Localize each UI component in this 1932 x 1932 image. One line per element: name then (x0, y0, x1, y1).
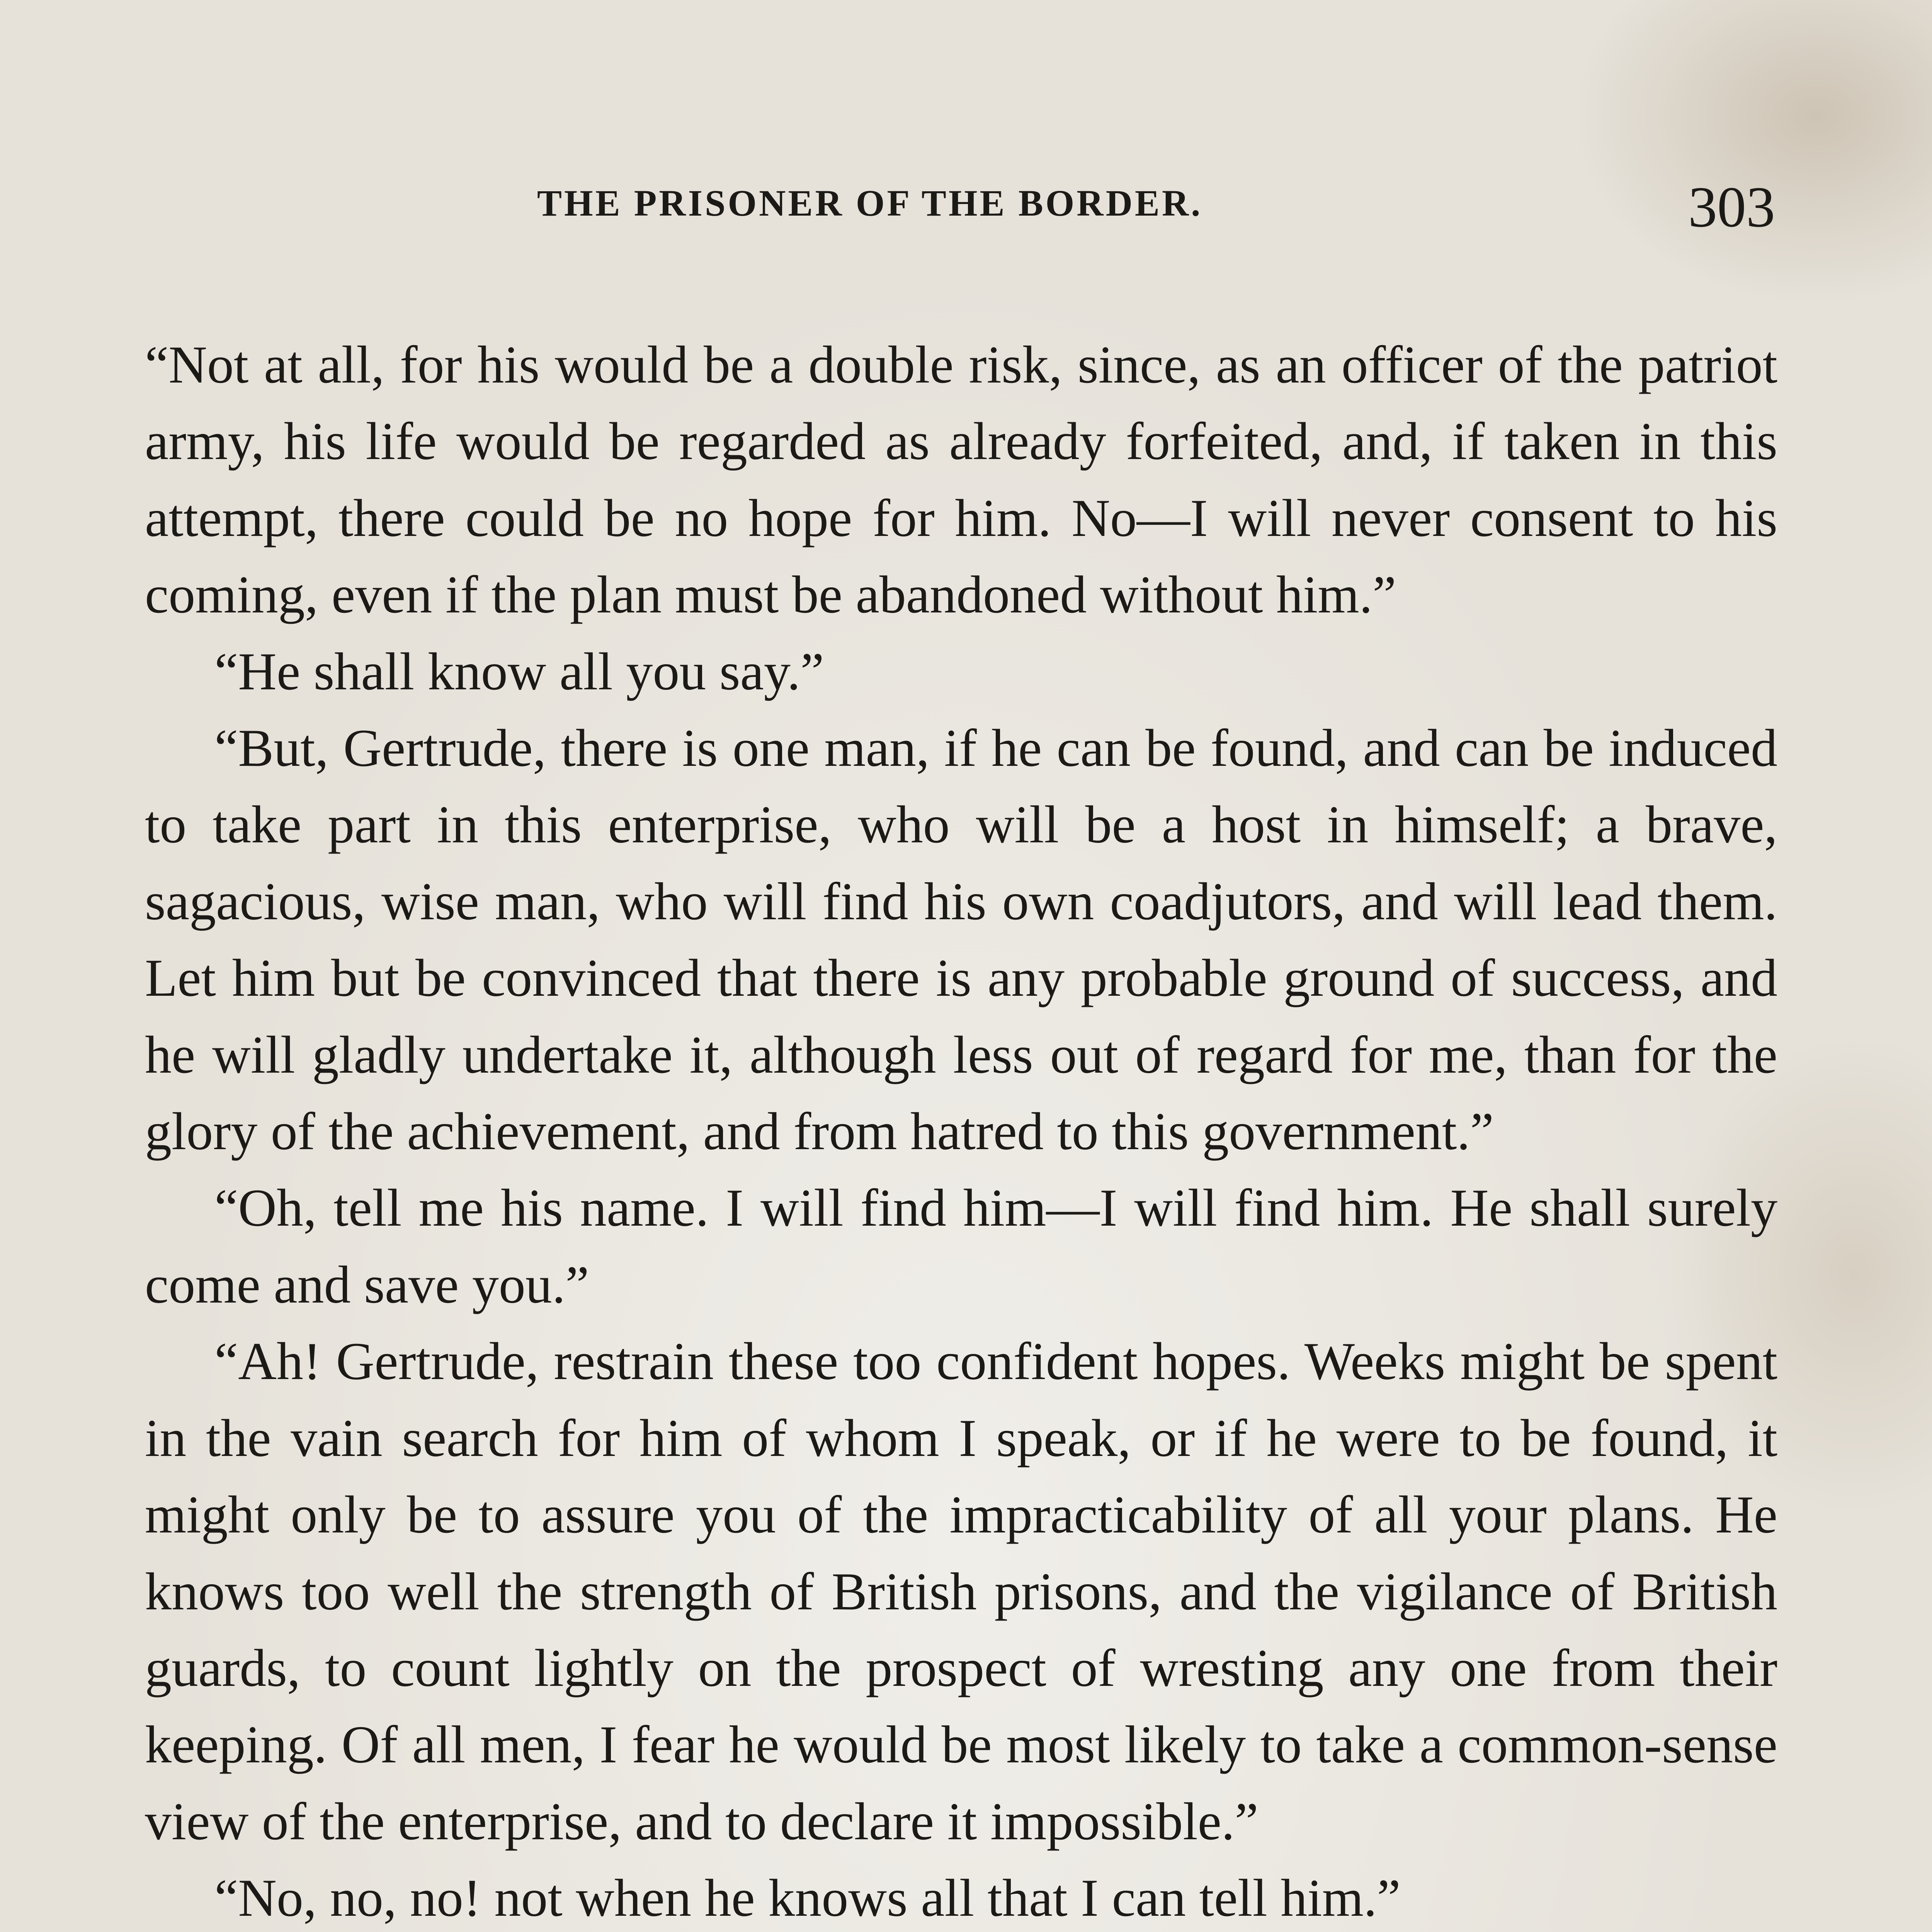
page-number: 303 (1688, 175, 1775, 239)
paragraph: “Oh, tell me his name. I will find him—I will find him. He shall surely come and save you.” (145, 1178, 1777, 1314)
paragraph: “No, no, no! not when he knows all that I can tell him.” (214, 1868, 1401, 1928)
paragraph: “Ah! Gertrude, restrain these too confident hopes. Weeks might be spent in the vain search for him of whom I speak, or if he were to be found, it might only be to assure you of the impracticability of all your plans. He knows too well the strength of British prisons, and the vigilance of British guards, to count lightly on the prospect of wresting any one from their keeping. Of all men, I fear he would be most likely to take a common-sense view of the enterprise, and to declare it impossible.” (145, 1332, 1777, 1851)
paragraph: “But, Gertrude, there is one man, if he can be found, and can be induced to take part in this enterprise, who will be a host in himself; a brave, sagacious, wise man, who will find his own coadjutors, and will lead them. Let him but be convinced that there is any probable ground of success, and he will gladly undertake it, although less out of regard for me, than for the glory of the achievement, and from hatred to this government.” (145, 718, 1777, 1161)
paragraph: “He shall know all you say.” (214, 641, 824, 701)
body-text (145, 327, 1777, 1932)
paragraph: “Not at all, for his would be a double risk, since, as an officer of the patriot army, his life would be regarded as already forfeited, and, if taken in this attempt, there could be no hope for him. No—I will never consent to his coming, even if the plan must be abandoned without him.” (145, 335, 1777, 624)
running-title: THE PRISONER OF THE BORDER. (537, 182, 1203, 224)
